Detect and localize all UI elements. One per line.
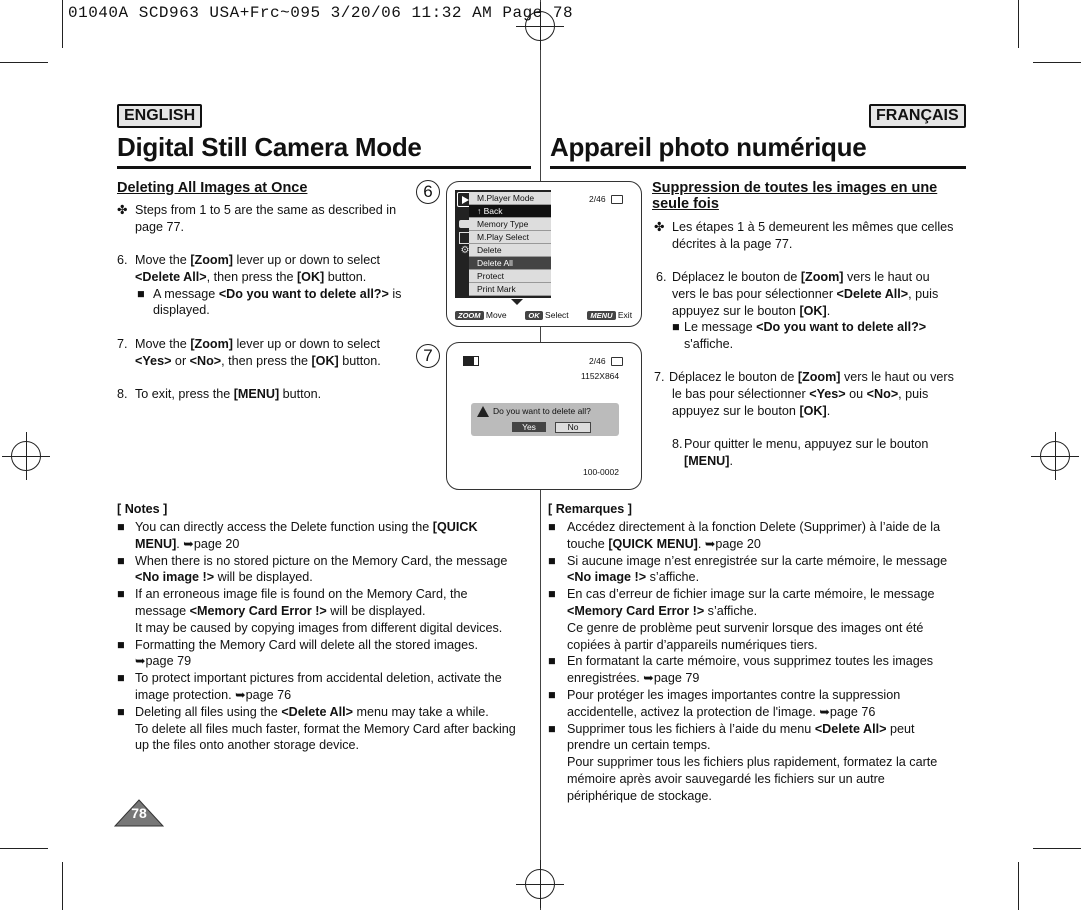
- page-number-badge: [114, 799, 164, 827]
- menu-item-back[interactable]: ↑ Back: [469, 205, 551, 218]
- warning-icon: [477, 406, 489, 417]
- step-6-english: 6. Move the [Zoom] lever up or down to select <Delete All>, then press the [OK] button. ■ A message <Do you want to delete all?> is displayed.: [117, 253, 402, 318]
- gear-icon: ⚙: [460, 245, 470, 256]
- note-item: ■ En cas d’erreur de fichier image sur la carte mémoire, le message <Memory Card Error !> s’affiche. Ce genre de problème peut survenir lorsque des images ont été copiées à partir d’appareils numériques tiers.: [548, 587, 935, 652]
- notes-list-french: [548, 519, 966, 805]
- screen-footer: ZOOM Move OK Select MENU Exit: [455, 310, 632, 320]
- registration-mark-right: [1031, 432, 1079, 480]
- notes-list-english: [117, 519, 531, 754]
- memory-card-icon: [611, 357, 623, 366]
- note-item: ■ En formatant la carte mémoire, vous supprimez toutes les images enregistrées. ➥page 79: [548, 654, 934, 686]
- note-item: ■ Accédez directement à la fonction Delete (Supprimer) à l’aide de la touche [QUICK MENU]. ➥page 20: [548, 520, 941, 551]
- dialog-message: Do you want to delete all?: [493, 406, 591, 416]
- page-title-english: Digital Still Camera Mode: [117, 132, 422, 162]
- image-counter: 2/46: [589, 356, 606, 366]
- scroll-down-arrow-icon: [511, 299, 523, 305]
- title-rule-right: [550, 166, 966, 169]
- language-tab-english: ENGLISH: [117, 104, 202, 128]
- image-counter: 2/46: [589, 194, 606, 204]
- menu-item-mplay-select[interactable]: M.Play Select: [469, 231, 551, 244]
- notes-title-english: [ Notes ]: [117, 502, 168, 516]
- menu-item-protect[interactable]: Protect: [469, 270, 551, 283]
- step-6-french: 6. Déplacez le bouton de [Zoom] vers le haut ou vers le bas pour sélectionner <Delete All>, puis appuyez sur le bouton [OK]. ■ Le message <Do you want to delete all?> s'affiche.: [656, 270, 939, 352]
- section-title-english: Deleting All Images at Once: [117, 180, 308, 196]
- intro-french: ✤ Les étapes 1 à 5 demeurent les mêmes que celles décrites à la page 77.: [654, 220, 954, 251]
- page-title-french: Appareil photo numérique: [550, 132, 867, 162]
- menu-item-delete-all[interactable]: Delete All: [469, 257, 551, 270]
- note-item: ■ Si aucune image n’est enregistrée sur la carte mémoire, le message <No image !> s’affiche.: [548, 553, 948, 585]
- note-item: ■ Formatting the Memory Card will delete all the stored images. ➥page 79: [117, 637, 478, 669]
- memory-card-icon: [611, 195, 623, 204]
- note-item: ■ Deleting all files using the <Delete All> menu may take a while. To delete all files much faster, format the Memory Card after backing up the files onto another storage device.: [117, 704, 516, 753]
- notes-title-french: [ Remarques ]: [548, 502, 632, 516]
- step-8-french: 8. Pour quitter le menu, appuyez sur le bouton [MENU].: [672, 437, 929, 468]
- note-item: ■ Supprimer tous les fichiers à l’aide du menu <Delete All> peut prendre un certain temps. Pour supprimer tous les fichiers plus rapidement, formatez la carte mémoire après avoir sauvegardé les fichiers sur un autre périphérique de stockage.: [548, 721, 938, 803]
- menu-item-print-mark[interactable]: Print Mark: [469, 283, 551, 296]
- note-item: ■ You can directly access the Delete function using the [QUICK MENU]. ➥page 20: [117, 520, 478, 551]
- step-8-english: 8. To exit, press the [MENU] button.: [117, 387, 322, 401]
- registration-mark-left: [2, 432, 50, 480]
- screen-7-dialog: [446, 342, 642, 490]
- registration-mark-bottom: [516, 860, 564, 908]
- file-number: 100-0002: [583, 467, 619, 477]
- section-title-french: Suppression de toutes les images en une seule fois: [652, 180, 938, 212]
- step-7-french: 7. Déplacez le bouton de [Zoom] vers le haut ou vers le bas pour sélectionner <Yes> ou <No>, puis appuyez sur le bouton [OK].: [654, 370, 954, 418]
- menu-item-delete[interactable]: Delete: [469, 244, 551, 257]
- resolution-label: 1152X864: [581, 371, 620, 381]
- note-item: ■ If an erroneous image file is found on the Memory Card, the message <Memory Card Error !> will be displayed. It may be caused by copying images from different digital devices.: [117, 587, 503, 635]
- no-button[interactable]: No: [555, 422, 591, 433]
- page-number: 78: [131, 805, 147, 821]
- step-number-6: 6: [416, 180, 440, 204]
- note-item: ■ When there is no stored picture on the Memory Card, the message <No image !> will be displayed.: [117, 553, 508, 585]
- note-item: ■ Pour protéger les images importantes contre la suppression accidentelle, activez la protection de l'image. ➥page 76: [548, 687, 901, 719]
- screen-6-menu: [446, 181, 642, 327]
- note-item: ■ To protect important pictures from accidental deletion, activate the image protection. ➥page 76: [117, 671, 502, 702]
- delete-confirm-dialog: [471, 403, 619, 436]
- print-slug: 01040A SCD963 USA+Frc~095 3/20/06 11:32 AM Page 78: [68, 4, 574, 22]
- menu-title: M.Player Mode: [469, 192, 551, 205]
- language-tab-french: FRANÇAIS: [869, 104, 966, 128]
- menu-item-memory-type[interactable]: Memory Type: [469, 218, 551, 231]
- step-number-7: 7: [416, 344, 440, 368]
- battery-icon: [463, 356, 479, 366]
- title-rule-left: [117, 166, 531, 169]
- intro-english: ✤ Steps from 1 to 5 are the same as described in page 77.: [117, 203, 397, 234]
- step-7-english: 7. Move the [Zoom] lever up or down to select <Yes> or <No>, then press the [OK] button.: [117, 337, 381, 368]
- yes-button[interactable]: Yes: [512, 422, 546, 432]
